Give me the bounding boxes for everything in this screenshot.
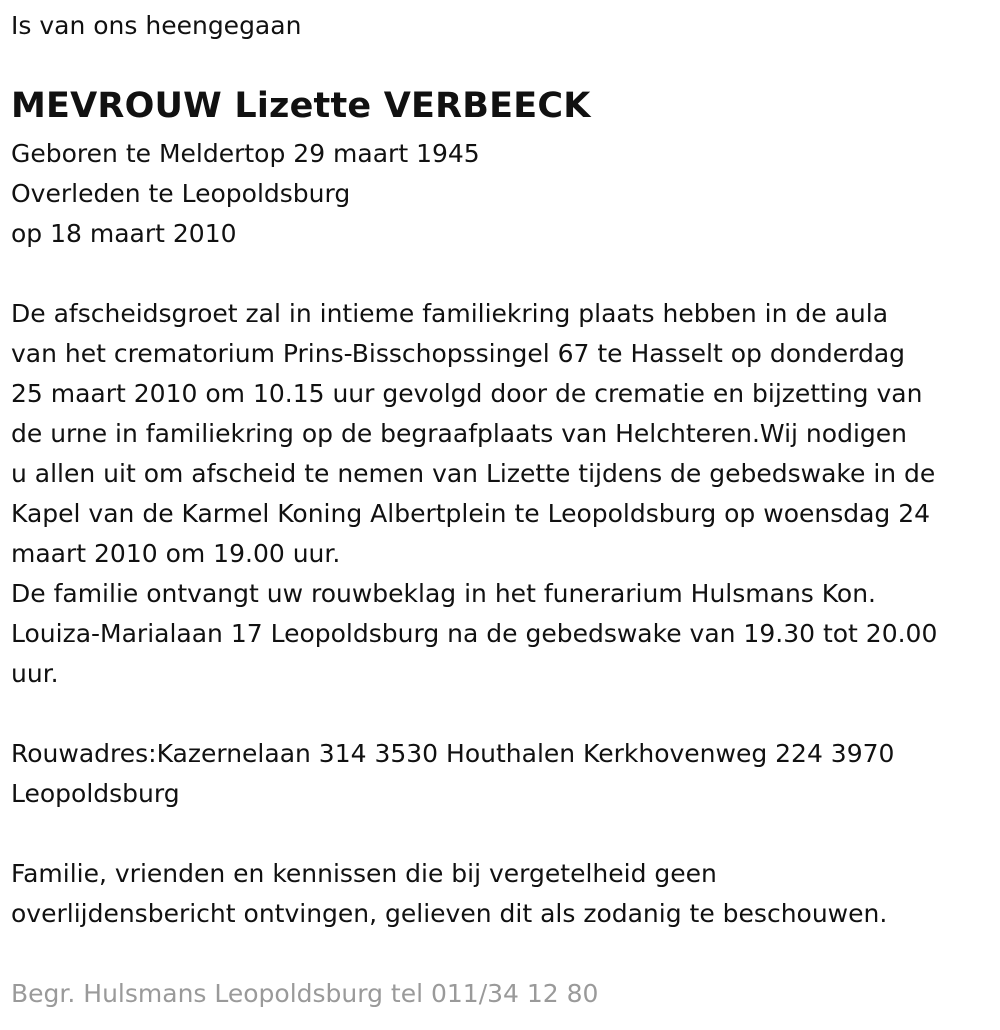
address-line: Rouwadres:Kazernelaan 314 3530 Houthalen Kerkhovenweg 224 3970 [11,739,895,768]
condolence-line: De familie ontvangt uw rouwbeklag in het funerarium Hulsmans Kon. [11,579,876,608]
ceremony-block [11,294,996,694]
address-block [11,734,996,814]
condolence-line: Louiza-Marialaan 17 Leopoldsburg na de gebedswake van 19.30 tot 20.00 [11,619,938,648]
ceremony-line: de urne in familiekring op de begraafplaats van Helchteren.Wij nodigen [11,419,907,448]
ceremony-line: maart 2010 om 19.00 uur. [11,539,341,568]
birth-line: Geboren te Meldertop 29 maart 1945 [11,139,480,168]
condolence-line: uur. [11,659,59,688]
address-line: Leopoldsburg [11,779,180,808]
funeral-home-footer: Begr. Hulsmans Leopoldsburg tel 011/34 12 80 [11,979,599,1008]
birth-death-block [11,134,996,254]
notice-line: overlijdensbericht ontvingen, gelieven dit als zodanig te beschouwen. [11,899,888,928]
death-date-line: op 18 maart 2010 [11,219,237,248]
notice-block [11,854,996,934]
death-place-line: Overleden te Leopoldsburg [11,179,351,208]
notice-line: Familie, vrienden en kennissen die bij vergetelheid geen [11,859,717,888]
ceremony-line: 25 maart 2010 om 10.15 uur gevolgd door de crematie en bijzetting van [11,379,923,408]
intro-text: Is van ons heengegaan [11,11,302,40]
ceremony-line: van het crematorium Prins-Bisschopssingel 67 te Hasselt op donderdag [11,339,906,368]
ceremony-line: Kapel van de Karmel Koning Albertplein te Leopoldsburg op woensdag 24 [11,499,931,528]
deceased-name: MEVROUW Lizette VERBEECK [11,86,591,126]
ceremony-line: u allen uit om afscheid te nemen van Lizette tijdens de gebedswake in de [11,459,936,488]
ceremony-line: De afscheidsgroet zal in intieme familiekring plaats hebben in de aula [11,299,889,328]
